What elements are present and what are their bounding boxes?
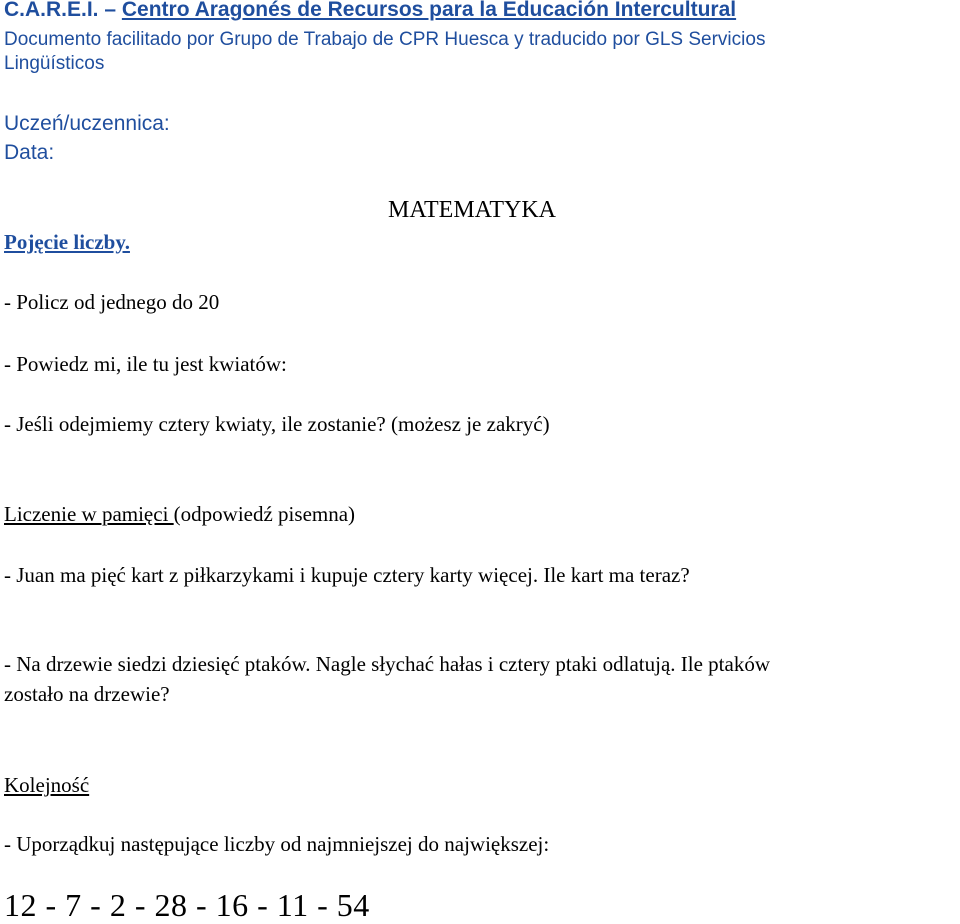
number-concept-item-3: - Jeśli odejmiemy cztery kwiaty, ile zostanie? (możesz je zakryć) [4,412,550,436]
mental-counting-item-1: - Juan ma pięć kart z piłkarzykami i kupuje cztery karty więcej. Ile kart ma teraz? [4,563,690,587]
section-title-number-concept: Pojęcie liczby. [4,230,130,254]
mental-counting-item-2-cont: zostało na drzewie? [4,682,170,706]
order-instruction: - Uporządkuj następujące liczby od najmniejszej do największej: [4,832,550,856]
number-concept-item-1: - Policz od jednego do 20 [4,290,220,314]
section-title-mental-counting: Liczenie w pamięci [4,502,174,526]
header-credit-line1: Documento facilitado por Grupo de Trabajo de CPR Huesca y traducido por GLS Servicios [4,29,766,50]
student-name-label: Uczeń/uczennica: [4,112,170,135]
number-concept-item-2: - Powiedz mi, ile tu jest kwiatów: [4,352,287,376]
section-title-order: Kolejność [4,773,90,797]
header-acronym: C.A.R.E.I. [4,0,99,21]
section-subtitle-mental-counting: (odpowiedź pisemna) [173,502,356,526]
date-label: Data: [4,141,55,164]
subject-title: MATEMATYKA [388,197,556,223]
mental-counting-item-2: - Na drzewie siedzi dziesięć ptaków. Nagle słychać hałas i cztery ptaki odlatują. Ile ptaków [4,652,770,676]
order-numbers: 12 - 7 - 2 - 28 - 16 - 11 - 54 [4,887,370,923]
header-dash: – [98,0,122,21]
header-title [4,0,736,22]
section-heading-mental-counting [4,502,355,527]
header-credit-line2: Lingüísticos [4,53,105,74]
header-org-name: Centro Aragonés de Recursos para la Educación Intercultural [121,0,737,21]
